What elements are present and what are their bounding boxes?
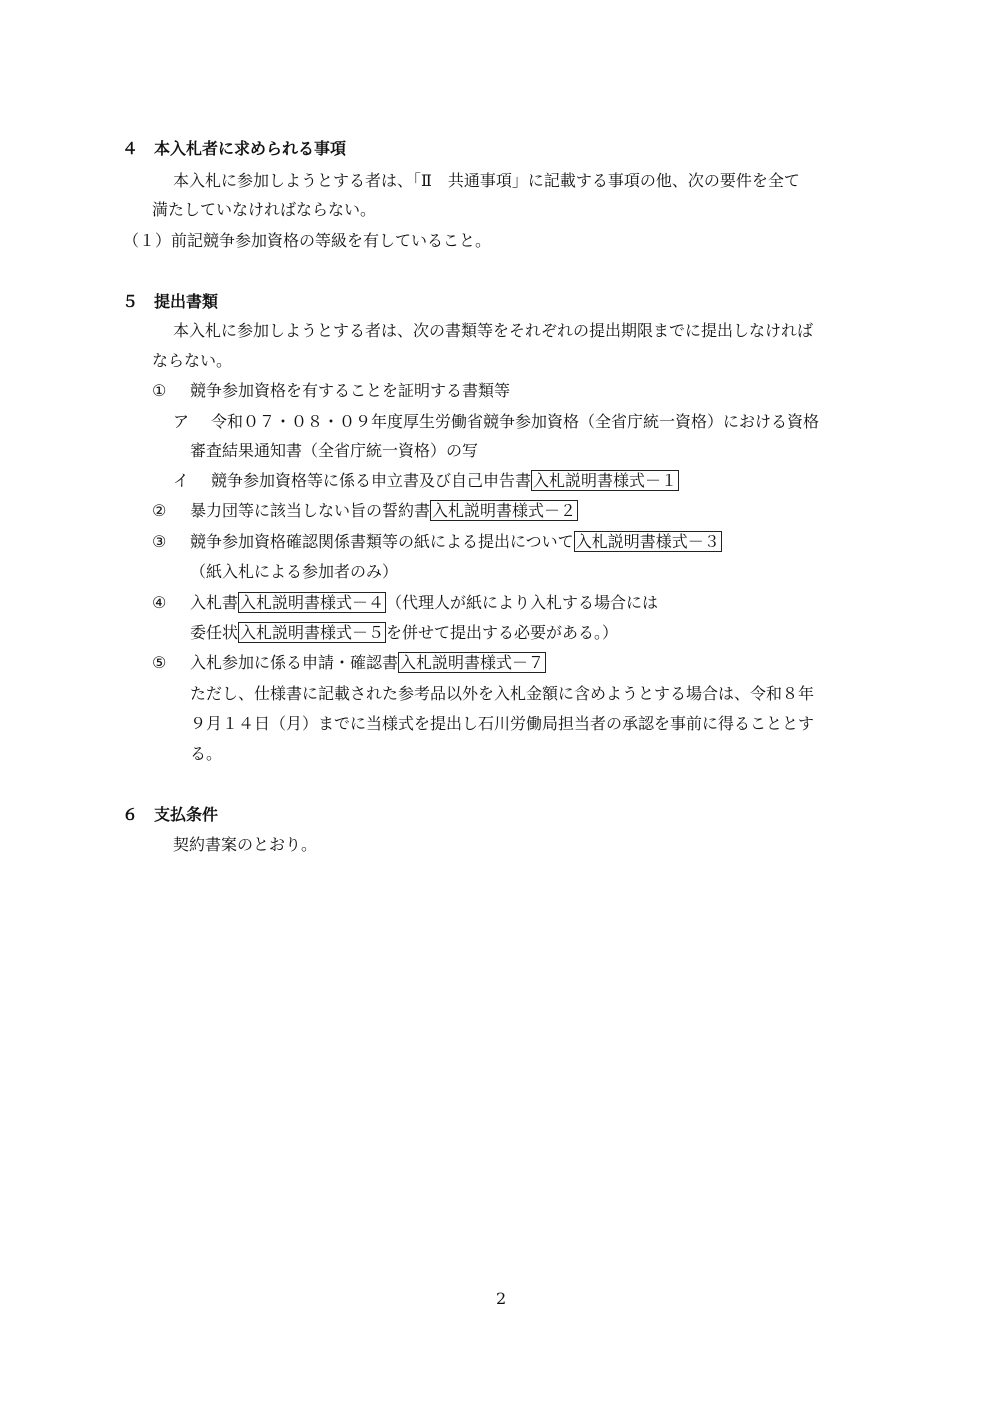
item-1a-line1: 令和０７・０８・０９年度厚生労働省競争参加資格（全省庁統一資格）における資格 <box>211 412 820 431</box>
section-5-item-1b <box>173 471 679 491</box>
section-5-item-1 <box>152 381 510 401</box>
section-5-item-1a-line2: 審査結果通知書（全省庁統一資格）の写 <box>190 441 479 460</box>
item-2-mark: ② <box>152 501 167 520</box>
form-5-reference: 入札説明書様式－５ <box>240 623 385 642</box>
form-7-reference: 入札説明書様式－７ <box>400 653 545 672</box>
section-5-item-5-note-line2: ９月１４日（月）までに当様式を提出し石川労働局担当者の承認を事前に得ることとす <box>190 714 815 733</box>
section-5-paragraph-line1: 本入札に参加しようとする者は、次の書類等をそれぞれの提出期限までに提出しなければ <box>173 321 814 340</box>
item-4-line2-text: 委任状 <box>190 623 239 642</box>
section-4-paragraph-line2: 満たしていなければならない。 <box>152 200 377 219</box>
item-3-mark: ③ <box>152 532 167 551</box>
section-5-number: ５ <box>122 292 139 311</box>
section-5-paragraph-line2: ならない。 <box>152 351 233 370</box>
section-5-item-5-note-line3: る。 <box>190 744 223 763</box>
section-5-heading <box>122 292 218 312</box>
section-4-paragraph-line1: 本入札に参加しようとする者は、「Ⅱ 共通事項」に記載する事項の他、次の要件を全て <box>173 171 800 190</box>
section-5-item-4 <box>152 593 658 613</box>
section-5-item-5 <box>152 653 546 673</box>
item-2-text: 暴力団等に該当しない旨の誓約書 <box>190 501 431 520</box>
section-6-heading <box>122 805 218 825</box>
section-5-title: 提出書類 <box>154 292 219 311</box>
section-5-item-4-line2 <box>190 623 618 643</box>
section-5-item-3 <box>152 532 722 552</box>
page-number: 2 <box>496 1289 507 1308</box>
item-5-mark: ⑤ <box>152 653 167 672</box>
item-3-text: 競争参加資格確認関係書類等の紙による提出について <box>190 532 574 551</box>
section-5-item-2 <box>152 501 578 521</box>
form-2-reference: 入札説明書様式－２ <box>432 501 577 520</box>
item-4-line2-after: を併せて提出する必要がある。） <box>386 623 619 642</box>
item-1b-mark: イ <box>173 471 190 490</box>
section-4-number: ４ <box>122 139 139 158</box>
item-1-text: 競争参加資格を有することを証明する書類等 <box>190 381 511 400</box>
form-1-reference: 入札説明書様式－１ <box>533 471 678 490</box>
form-4-reference: 入札説明書様式－４ <box>240 593 385 612</box>
item-4-mark: ④ <box>152 593 167 612</box>
item-1-mark: ① <box>152 381 167 400</box>
section-6-text: 契約書案のとおり。 <box>173 835 318 854</box>
section-4-title: 本入札者に求められる事項 <box>154 139 347 158</box>
form-3-reference: 入札説明書様式－３ <box>575 532 720 551</box>
section-4-item-1: （１）前記競争参加資格の等級を有していること。 <box>123 231 492 250</box>
item-4-text: 入札書 <box>190 593 239 612</box>
item-1b-text: 競争参加資格等に係る申立書及び自己申告書 <box>211 471 532 490</box>
section-6-title: 支払条件 <box>154 805 219 824</box>
section-5-item-1a <box>173 412 819 432</box>
section-4-heading <box>122 139 346 159</box>
section-5-item-5-note-line1: ただし、仕様書に記載された参考品以外を入札金額に含めようとする場合は、令和８年 <box>190 684 815 703</box>
item-4-text-after: （代理人が紙により入札する場合には <box>386 593 659 612</box>
section-6-number: ６ <box>122 805 139 824</box>
section-5-item-3-note: （紙入札による参加者のみ） <box>190 562 399 581</box>
item-5-text: 入札参加に係る申請・確認書 <box>190 653 399 672</box>
item-1a-mark: ア <box>173 412 190 431</box>
